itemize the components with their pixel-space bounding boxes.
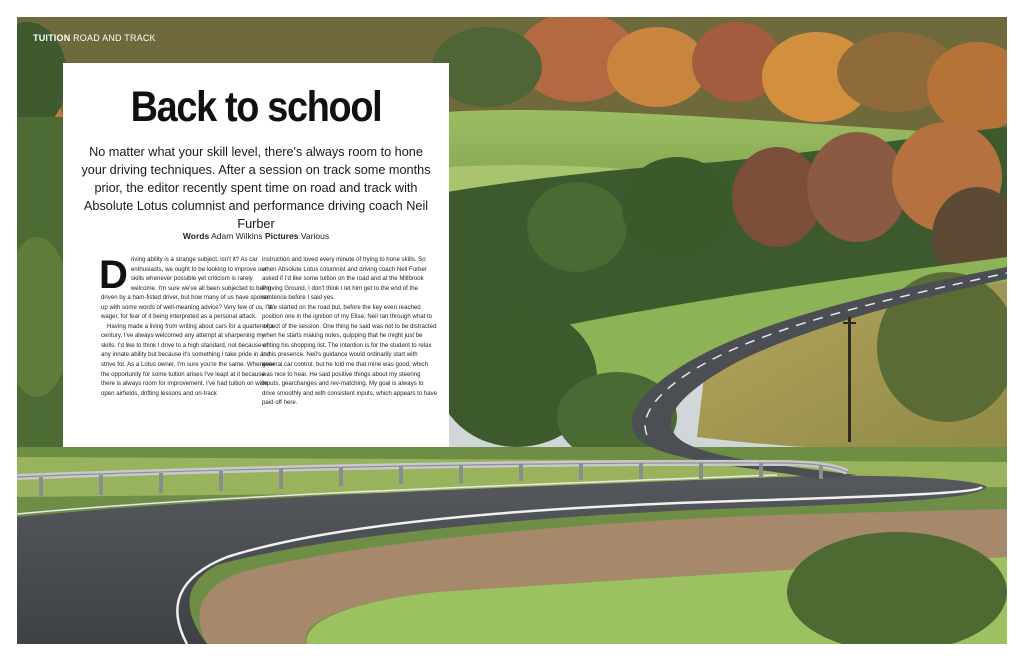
section-label xyxy=(33,33,156,43)
section-title: TUITION xyxy=(33,33,71,43)
byline-pictures-label: Pictures xyxy=(264,231,299,241)
drop-cap: D xyxy=(99,253,128,297)
body-paragraph: Having made a living from writing about cars for a quarter of a century, I've always welcomed any attempt at sharpening my skills. I'd like to think I drive to a high standard, not because of any innate ability but because it's something I take pride in and strive for. As a Lotus owner, I'm sure you're the same. Whenever the opportunity for some tuition arises I've leapt at it because there is always room for improvement. I've had tuition on wide open airfields, drifting lessons and on-track xyxy=(101,322,275,397)
byline-words-label: Words xyxy=(182,231,210,241)
body-paragraph: We started on the road but, before the key even reached position one in the ignition of my Elise, Neil ran through what to expect of the session. One thing he said was not to be distracted when he starts making notes, quipping that he might just be writing his shopping list. The intention is for the student to relax in his presence. Neil's guidance would ordinarily start with general car control, but he told me that mine was good, which was nice to hear. He said positive things about my steering inputs, gearchanges and rev-matching. My goal is always to drive smoothly and with consistent inputs, which appears to have paid off here. xyxy=(262,303,438,407)
section-subtitle: ROAD AND TRACK xyxy=(73,33,156,43)
headline: Back to school xyxy=(130,83,382,131)
body-text: riving ability is a strange subject, isn't it? As car enthusiasts, we ought to be looking to improve our skills whenever possible yet criticism is rarely welcome. I'm sure we've all been subjected to being driven by a ham-fisted driver, but how many of us have spoken up with some words of well-meaning advice? Very few of us, I'd wager, for fear of it being interpreted as a personal attack. xyxy=(101,256,272,321)
standfirst: No matter what your skill level, there's always room to hone your driving techniques. After a session on track some months prior, the editor recently spent time on road and track with Absolute Lotus columnist and performance driving coach Neil Furber xyxy=(81,145,431,231)
body-paragraph xyxy=(101,255,277,322)
body-column-2 xyxy=(262,255,438,408)
byline-pictures: Various xyxy=(300,231,330,241)
photo-spread xyxy=(17,17,1007,644)
byline xyxy=(63,231,449,241)
byline-author: Adam Wilkins xyxy=(211,231,263,241)
article-panel xyxy=(63,63,449,447)
body-column-1 xyxy=(101,255,277,398)
body-paragraph: instruction and loved every minute of trying to hone skills. So when Absolute Lotus columnist and driving coach Neil Furber asked if I'd like some tuition on the road and at the Millbrook Proving Ground, I don't think I let him get to the end of the sentence before I said yes. xyxy=(262,256,427,302)
